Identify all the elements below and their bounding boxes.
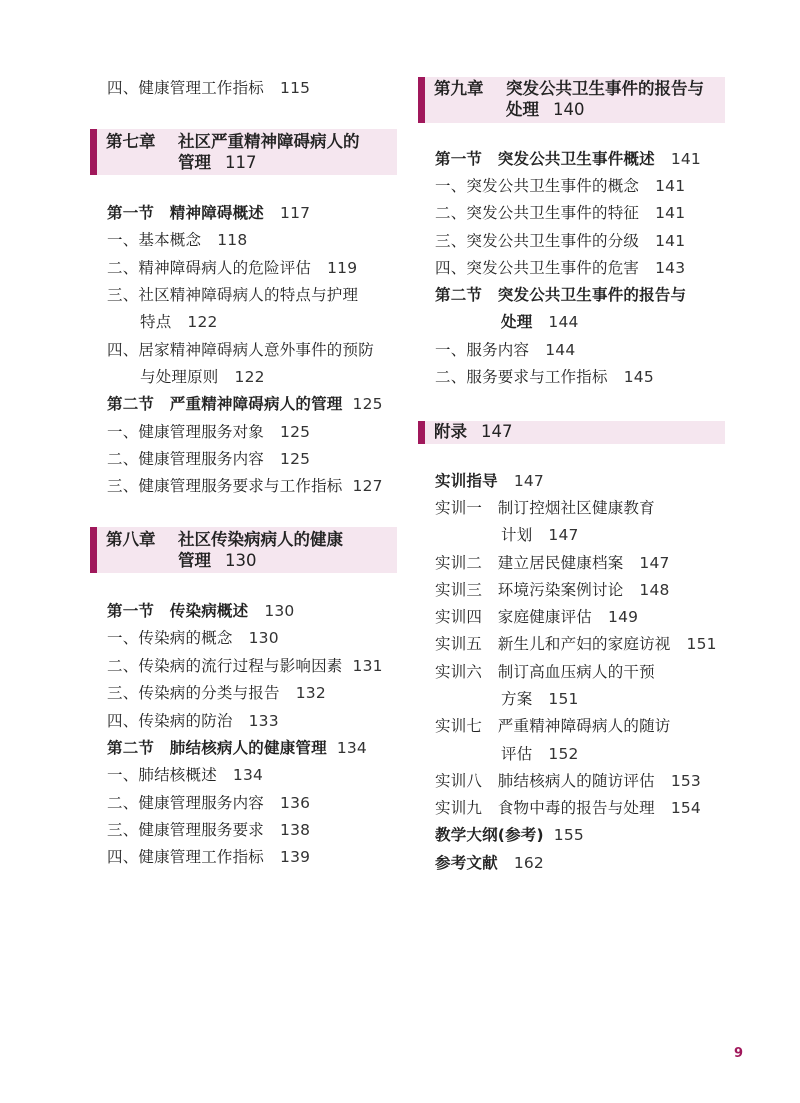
toc-entry[interactable] [435, 340, 575, 360]
entry-page: 148 [639, 581, 670, 599]
toc-entry[interactable] [435, 367, 654, 387]
entry-page: 130 [264, 602, 295, 620]
toc-entry[interactable] [107, 820, 310, 840]
entry-title: 二、精神障碍病人的危险评估 [107, 259, 312, 277]
entry-title: 二、健康管理服务内容 [107, 794, 265, 812]
chapter-title-line1: 社区严重精神障碍病人的 [178, 132, 360, 151]
entry-page: 119 [327, 259, 358, 277]
toc-entry[interactable] [435, 716, 671, 736]
toc-entry[interactable] [107, 78, 310, 98]
toc-entry[interactable] [435, 553, 670, 573]
toc-section[interactable] [435, 149, 701, 169]
entry-page: 118 [217, 231, 248, 249]
entry-title: 第二节 肺结核病人的健康管理 [107, 739, 327, 757]
entry-title: 二、传染病的流行过程与影响因素 [107, 657, 343, 675]
entry-title: 评估 [501, 745, 533, 763]
toc-entry[interactable] [107, 765, 263, 785]
entry-title: 三、社区精神障碍病人的特点与护理 [107, 286, 359, 304]
entry-page: 141 [655, 204, 686, 222]
entry-page: 134 [336, 739, 367, 757]
entry-page: 154 [670, 799, 701, 817]
toc-entry[interactable] [435, 580, 670, 600]
entry-title: 方案 [501, 690, 533, 708]
toc-entry[interactable] [435, 203, 685, 223]
chapter-title-line1: 社区传染病病人的健康 [178, 530, 343, 549]
entry-page: 125 [280, 423, 311, 441]
entry-page: 151 [686, 635, 717, 653]
entry-page: 144 [545, 341, 576, 359]
entry-title: 实训二 建立居民健康档案 [435, 554, 624, 572]
entry-title: 四、突发公共卫生事件的危害 [435, 259, 640, 277]
toc-entry[interactable] [107, 340, 374, 360]
toc-section[interactable] [107, 394, 383, 414]
entry-page: 139 [280, 848, 311, 866]
entry-page: 122 [187, 313, 218, 331]
entry-page: 125 [280, 450, 311, 468]
entry-page: 131 [352, 657, 383, 675]
chapter-title-line2: 处理 [506, 100, 539, 119]
entry-title: 一、健康管理服务对象 [107, 423, 265, 441]
entry-title: 第一节 突发公共卫生事件概述 [435, 150, 655, 168]
entry-title: 四、健康管理工作指标 [107, 848, 265, 866]
toc-section[interactable] [107, 738, 367, 758]
page-number: 9 [734, 1046, 744, 1061]
toc-entry[interactable] [107, 628, 279, 648]
entry-page: 127 [352, 477, 383, 495]
entry-page: 134 [232, 766, 264, 784]
entry-title: 第一节 传染病概述 [107, 602, 249, 620]
entry-title: 与处理原则 [140, 368, 219, 386]
toc-section[interactable] [435, 471, 544, 491]
toc-entry[interactable] [107, 656, 383, 676]
entry-title: 第二节 严重精神障碍病人的管理 [107, 395, 343, 413]
entry-page: 151 [548, 690, 579, 708]
toc-entry[interactable] [107, 476, 383, 496]
entry-title: 二、健康管理服务内容 [107, 450, 265, 468]
toc-entry[interactable] [435, 498, 655, 518]
toc-entry[interactable] [435, 607, 638, 627]
toc-entry[interactable] [435, 176, 685, 196]
entry-title: 一、突发公共卫生事件的概念 [435, 177, 640, 195]
entry-title: 实训指导 [435, 472, 498, 490]
entry-page: 136 [280, 794, 311, 812]
entry-page: 130 [248, 629, 279, 647]
entry-page: 144 [548, 313, 579, 331]
entry-title: 实训五 新生儿和产妇的家庭访视 [435, 635, 671, 653]
chapter-heading-7[interactable] [90, 129, 397, 175]
toc-entry-continued[interactable] [501, 744, 579, 764]
entry-page: 115 [280, 79, 311, 97]
toc-entry[interactable] [435, 634, 717, 654]
toc-entry[interactable] [107, 230, 247, 250]
entry-title: 实训三 环境污染案例讨论 [435, 581, 624, 599]
entry-title: 四、健康管理工作指标 [107, 79, 265, 97]
entry-page: 133 [248, 712, 279, 730]
appendix-page: 147 [481, 422, 513, 441]
entry-page: 141 [655, 177, 686, 195]
entry-title: 三、传染病的分类与报告 [107, 684, 280, 702]
entry-title: 实训六 制订高血压病人的干预 [435, 663, 655, 681]
entry-page: 147 [548, 526, 579, 544]
entry-title: 教学大纲(参考) [435, 826, 544, 844]
toc-section-continued[interactable] [501, 312, 579, 332]
toc-section[interactable] [107, 203, 310, 223]
chapter-title-line2: 管理 [178, 153, 211, 172]
toc-entry[interactable] [435, 662, 655, 682]
entry-title: 一、传染病的概念 [107, 629, 233, 647]
entry-title: 实训一 制订控烟社区健康教育 [435, 499, 655, 517]
toc-entry[interactable] [435, 798, 701, 818]
entry-page: 143 [655, 259, 686, 277]
chapter-page: 130 [225, 551, 257, 570]
chapter-heading-8[interactable] [90, 527, 397, 573]
entry-page: 141 [655, 232, 686, 250]
entry-title: 一、基本概念 [107, 231, 202, 249]
entry-page: 117 [280, 204, 311, 222]
entry-page: 162 [513, 854, 544, 872]
toc-entry[interactable] [435, 258, 685, 278]
toc-entry[interactable] [107, 683, 326, 703]
chapter-number: 第八章 [106, 530, 156, 549]
toc-entry-continued[interactable] [501, 525, 579, 545]
entry-title: 第一节 精神障碍概述 [107, 204, 265, 222]
entry-title: 实训七 严重精神障碍病人的随访 [435, 717, 671, 735]
toc-entry-continued[interactable] [501, 689, 579, 709]
entry-page: 155 [553, 826, 584, 844]
toc-entry[interactable] [435, 771, 701, 791]
entry-page: 138 [280, 821, 311, 839]
toc-entry[interactable] [107, 285, 358, 305]
toc-entry-continued[interactable] [140, 367, 265, 387]
toc-entry[interactable] [107, 711, 279, 731]
entry-page: 152 [548, 745, 579, 763]
entry-title: 四、传染病的防治 [107, 712, 233, 730]
entry-page: 132 [295, 684, 326, 702]
toc-entry[interactable] [435, 231, 685, 251]
chapter-title-line1: 突发公共卫生事件的报告与 [506, 79, 704, 98]
entry-title: 四、居家精神障碍病人意外事件的预防 [107, 341, 374, 359]
entry-title: 三、健康管理服务要求与工作指标 [107, 477, 343, 495]
entry-title: 参考文献 [435, 854, 498, 872]
entry-page: 147 [639, 554, 670, 572]
entry-title: 处理 [501, 313, 533, 331]
toc-section[interactable] [435, 825, 584, 845]
entry-title: 二、服务要求与工作指标 [435, 368, 608, 386]
chapter-number: 第七章 [106, 132, 156, 151]
entry-title: 一、服务内容 [435, 341, 530, 359]
entry-page: 149 [608, 608, 639, 626]
entry-title: 三、突发公共卫生事件的分级 [435, 232, 640, 250]
entry-title: 一、肺结核概述 [107, 766, 217, 784]
entry-title: 二、突发公共卫生事件的特征 [435, 204, 640, 222]
chapter-heading-9[interactable] [418, 77, 725, 123]
toc-entry[interactable] [107, 847, 310, 867]
toc-entry[interactable] [107, 422, 310, 442]
chapter-page: 140 [553, 100, 585, 119]
chapter-title-line2: 管理 [178, 551, 211, 570]
entry-page: 145 [623, 368, 654, 386]
entry-page: 153 [670, 772, 701, 790]
toc-section[interactable] [435, 285, 686, 305]
entry-title: 特点 [140, 313, 172, 331]
appendix-heading[interactable] [418, 421, 725, 444]
entry-page: 125 [352, 395, 383, 413]
entry-page: 122 [234, 368, 265, 386]
toc-entry[interactable] [107, 449, 310, 469]
chapter-number: 第九章 [434, 79, 484, 98]
toc-entry-continued[interactable] [140, 312, 218, 332]
toc-section[interactable] [435, 853, 544, 873]
entry-title: 计划 [501, 526, 533, 544]
chapter-page: 117 [225, 153, 257, 172]
entry-page: 141 [670, 150, 701, 168]
appendix-title: 附录 [434, 422, 467, 441]
toc-entry[interactable] [107, 793, 310, 813]
entry-title: 三、健康管理服务要求 [107, 821, 265, 839]
toc-section[interactable] [107, 601, 295, 621]
entry-title: 实训四 家庭健康评估 [435, 608, 593, 626]
toc-entry[interactable] [107, 258, 357, 278]
entry-title: 实训九 食物中毒的报告与处理 [435, 799, 655, 817]
entry-title: 第二节 突发公共卫生事件的报告与 [435, 286, 687, 304]
entry-page: 147 [513, 472, 544, 490]
entry-title: 实训八 肺结核病人的随访评估 [435, 772, 655, 790]
